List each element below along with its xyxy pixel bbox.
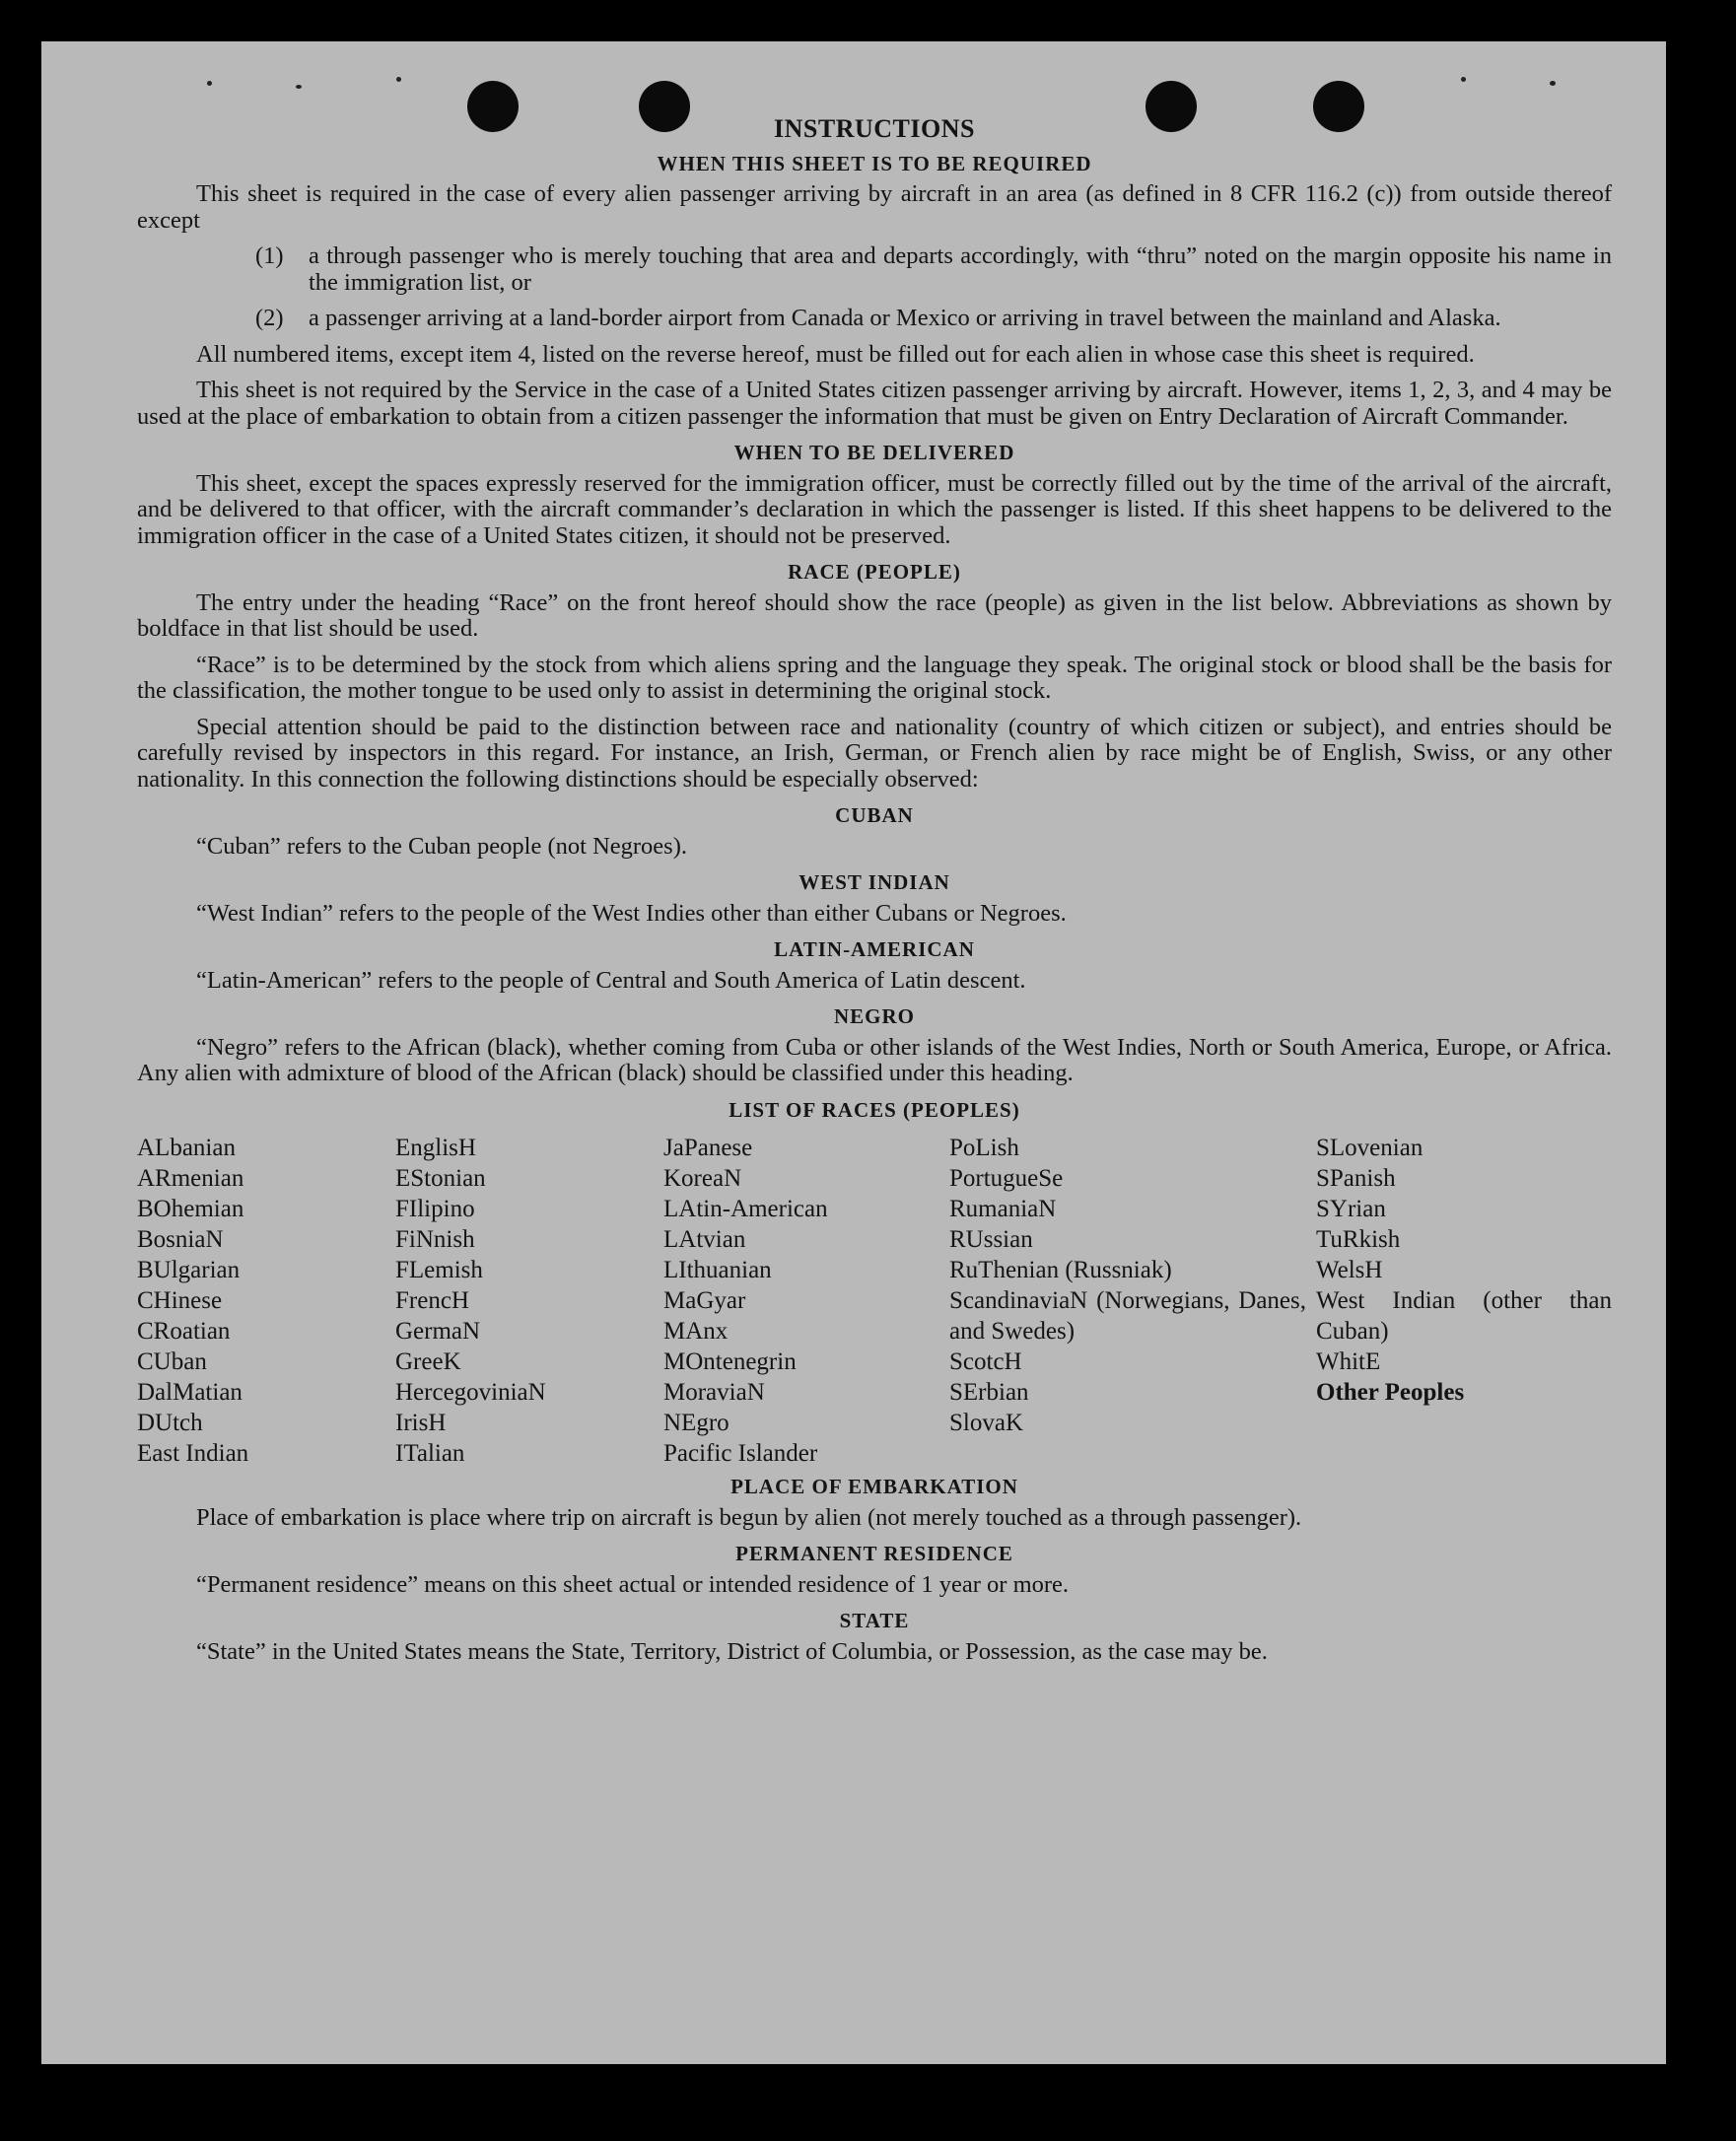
speck <box>1461 77 1466 82</box>
section-heading: WEST INDIAN <box>799 870 950 894</box>
race-column <box>395 1133 663 1469</box>
race-column <box>137 1133 395 1469</box>
paragraph: “Race” is to be determined by the stock from which aliens spring and the language they speak. The original stock or blood shall be the basis for the classification, the mother tongue to be used only to assist in determining the original stock. <box>137 651 1612 704</box>
race-entry: RumaniaN <box>949 1196 1057 1222</box>
speck <box>296 85 302 89</box>
section-heading: LATIN-AMERICAN <box>774 937 975 961</box>
race-group <box>1316 1347 1612 1377</box>
race-entry: LIthuanian <box>663 1257 772 1283</box>
race-group <box>1316 1133 1612 1285</box>
section-heading: LIST OF RACES (PEOPLES) <box>729 1097 1020 1122</box>
race-entry: GermaN <box>395 1318 481 1345</box>
speck <box>1550 81 1556 86</box>
paragraph: Place of embarkation is place where trip on aircraft is begun by alien (not merely touched as a through passenger). <box>196 1503 1302 1531</box>
race-entry: CRoatian <box>137 1318 231 1345</box>
race-entry: WelsH <box>1316 1257 1383 1283</box>
race-entry: FiNnish <box>395 1226 475 1253</box>
section-heading: NEGRO <box>833 1004 915 1028</box>
paragraph: This sheet is not required by the Service in the case of a United States citizen passenger arriving by aircraft. However, items 1, 2, 3, and 4 may be used at the place of embarkation to obtain from a citizen passenger the information that must be given on Entry Declaration of Aircraft Commander. <box>137 377 1612 430</box>
race-entry: NEgro <box>663 1410 729 1436</box>
race-entry: BUlgarian <box>137 1257 241 1283</box>
item-number: (2) <box>255 305 284 331</box>
paragraph: This sheet, except the spaces expressly reserved for the immigration officer, must be correctly filled out by the time of the arrival of the aircraft, and be delivered to that officer, with the aircraft commander’s declaration in which the passenger is listed. If this sheet happens to be delivered to the immigration officer in the case of a United States citizen, it should not be preserved. <box>137 469 1612 549</box>
section-heading: CUBAN <box>835 803 914 827</box>
race-column <box>949 1133 1316 1469</box>
speck <box>207 81 212 86</box>
race-entry: WhitE <box>1316 1348 1381 1375</box>
numbered-item <box>137 243 1612 296</box>
race-entry: BosniaN <box>137 1226 224 1253</box>
race-entry: MaGyar <box>663 1287 746 1314</box>
race-entry: CHinese <box>137 1287 223 1314</box>
race-entry: LAtvian <box>663 1226 746 1253</box>
paragraph: The entry under the heading “Race” on the front hereof should show the race (people) as given in the list below. Abbreviations as shown by boldface in that list should be used. <box>137 588 1612 642</box>
race-column <box>1316 1133 1612 1469</box>
item-text: a through passenger who is merely touching that area and departs accordingly, with “thru” noted on the margin opposite his name in the immigration list, or <box>309 242 1612 296</box>
race-entry: SPanish <box>1316 1165 1396 1192</box>
race-entry: JaPanese <box>663 1135 753 1161</box>
document-sheet <box>41 41 1666 2064</box>
speck <box>396 77 401 82</box>
item-text: a passenger arriving at a land-border airport from Canada or Mexico or arriving in travel between the mainland and Alaska. <box>309 305 1501 331</box>
race-entry: West Indian (other than Cuban) <box>1316 1287 1612 1345</box>
race-entry: SYrian <box>1316 1196 1386 1222</box>
race-entry: RUssian <box>949 1226 1033 1253</box>
section-heading: STATE <box>839 1609 910 1632</box>
race-entry: SLovenian <box>1316 1135 1424 1161</box>
race-group <box>949 1347 1316 1438</box>
paragraph: “Permanent residence” means on this sheet actual or intended residence of 1 year or more. <box>196 1570 1070 1598</box>
race-entry: East Indian <box>137 1440 249 1467</box>
race-entry: CUban <box>137 1348 207 1375</box>
race-entry: ALbanian <box>137 1135 236 1161</box>
section-heading: PLACE OF EMBARKATION <box>730 1475 1018 1498</box>
race-entry: EStonian <box>395 1165 486 1192</box>
race-entry: FrencH <box>395 1287 469 1314</box>
race-column <box>663 1133 949 1469</box>
page-title: INSTRUCTIONS <box>774 114 975 143</box>
paragraph: “Cuban” refers to the Cuban people (not Negroes). <box>196 832 687 860</box>
race-entry: HercegoviniaN <box>395 1379 546 1406</box>
item-number: (1) <box>255 242 284 269</box>
race-entry: Other Peoples <box>1316 1379 1465 1406</box>
race-entry: ScotcH <box>949 1348 1022 1375</box>
section-heading: WHEN THIS SHEET IS TO BE REQUIRED <box>657 151 1092 175</box>
section-heading: RACE (PEOPLE) <box>788 560 961 584</box>
paragraph: “Negro” refers to the African (black), whether coming from Cuba or other islands of the West Indies, North or South America, Europe, or Africa. Any alien with admixture of blood of the African (black) should be classified under this heading. <box>137 1033 1612 1086</box>
race-entry: PoLish <box>949 1135 1019 1161</box>
section-heading: WHEN TO BE DELIVERED <box>733 441 1015 464</box>
paragraph: All numbered items, except item 4, listed on the reverse hereof, must be filled out for each alien in whose case this sheet is required. <box>196 340 1475 368</box>
race-entry: Pacific Islander <box>663 1440 818 1467</box>
race-entry: RuThenian (Russniak) <box>949 1257 1172 1283</box>
paragraph: “West Indian” refers to the people of the West Indies other than either Cubans or Negroes. <box>196 899 1067 927</box>
race-entry: FIlipino <box>395 1196 475 1222</box>
race-entry: LAtin-American <box>663 1196 828 1222</box>
race-entry: IrisH <box>395 1410 447 1436</box>
race-entry: EnglisH <box>395 1135 476 1161</box>
race-entry: PortugueSe <box>949 1165 1064 1192</box>
race-entry: FLemish <box>395 1257 483 1283</box>
race-entry: KoreaN <box>663 1165 742 1192</box>
race-entry: ScandinaviaN (Norwegians, Danes, and Swedes) <box>949 1287 1306 1345</box>
numbered-item <box>137 306 1612 332</box>
paragraph: This sheet is required in the case of every alien passenger arriving by aircraft in an area (as defined in 8 CFR 116.2 (c)) from outside thereof except <box>137 180 1612 234</box>
race-list <box>137 1133 1612 1469</box>
race-entry: BOhemian <box>137 1196 244 1222</box>
section-heading: PERMANENT RESIDENCE <box>735 1542 1013 1565</box>
paragraph: Special attention should be paid to the distinction between race and nationality (country of which citizen or subject), and entries should be carefully revised by inspectors in this regard. For instance, an Irish, German, or French alien by race might be of English, Swiss, or any other nationality. In this connection the following distinctions should be especially observed: <box>137 713 1612 793</box>
race-entry: SErbian <box>949 1379 1029 1406</box>
race-entry: TuRkish <box>1316 1226 1401 1253</box>
race-entry: SlovaK <box>949 1410 1023 1436</box>
race-entry: ITalian <box>395 1440 465 1467</box>
race-entry: DalMatian <box>137 1379 243 1406</box>
instructions-content <box>137 116 1612 1675</box>
race-entry: MOntenegrin <box>663 1348 797 1375</box>
race-entry: DUtch <box>137 1410 203 1436</box>
race-entry: ARmenian <box>137 1165 244 1192</box>
race-entry: MoraviaN <box>663 1379 765 1406</box>
paragraph: “State” in the United States means the State, Territory, District of Columbia, or Possession, as the case may be. <box>196 1637 1268 1665</box>
race-entry: MAnx <box>663 1318 729 1345</box>
paragraph: “Latin-American” refers to the people of Central and South America of Latin descent. <box>196 966 1026 994</box>
race-entry: GreeK <box>395 1348 461 1375</box>
race-group <box>949 1133 1316 1285</box>
